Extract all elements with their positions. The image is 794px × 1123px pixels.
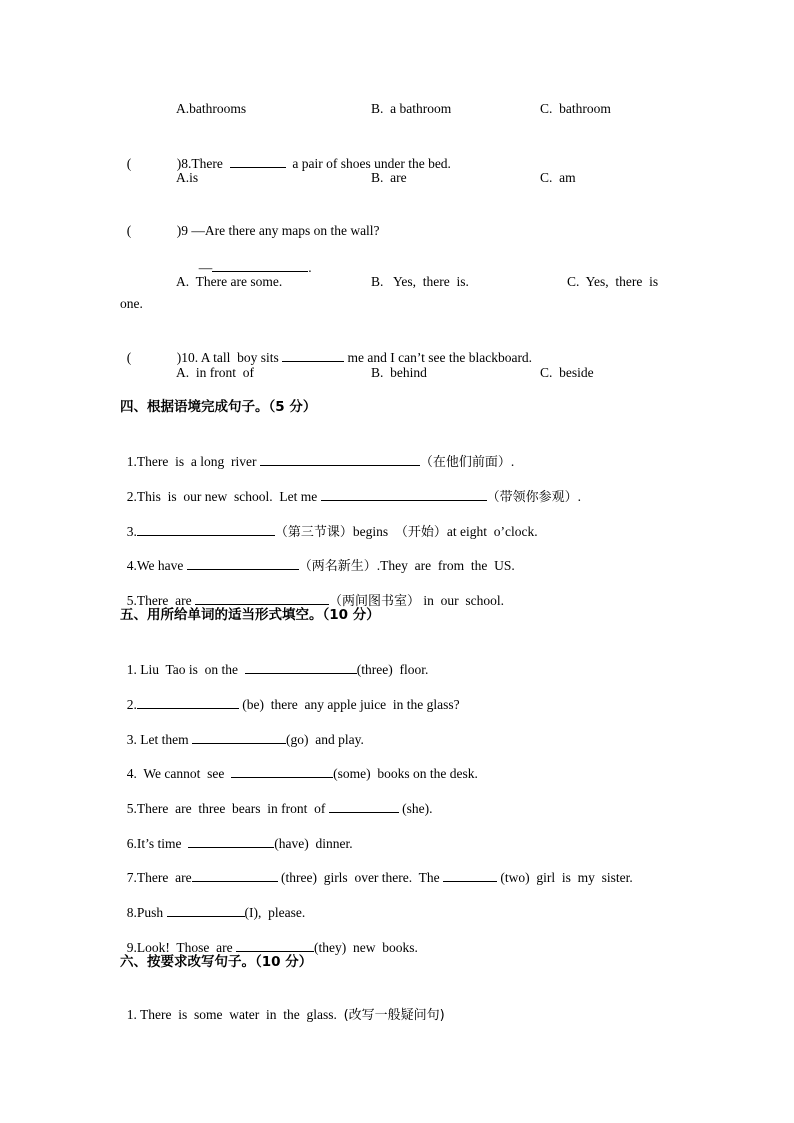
q8-option-b: B. are <box>371 170 407 185</box>
q10-option-c: C. beside <box>540 365 594 380</box>
q8-option-a: A.is <box>176 170 199 185</box>
q10-stem-end: me and I can’t see the blackboard. <box>347 350 533 365</box>
s4-item-5-hint: （两间图书室） <box>328 594 420 609</box>
s4-item-1 <box>120 433 514 472</box>
s5-item-5 <box>120 780 433 818</box>
q10-option-a: A. in front of <box>176 365 254 380</box>
s4-item-2-end: . <box>577 489 581 504</box>
s6-item-1-text: 1. There is some water in the glass. <box>126 1007 337 1022</box>
s5-item-1-end: (three) floor. <box>356 662 429 677</box>
s5-item-9 <box>120 919 418 957</box>
section-4-title: 四、根据语境完成句子。（5 分） <box>120 399 317 415</box>
s5-item-8 <box>120 884 305 922</box>
q8-blank[interactable] <box>230 153 286 168</box>
s4-item-5-end: in our school. <box>423 593 504 608</box>
q7-option-c: C. bathroom <box>540 101 611 116</box>
question-9 <box>120 204 380 240</box>
s5-item-1-text: 1. Liu Tao is on the <box>126 662 239 677</box>
s4-item-4-blank[interactable] <box>187 555 299 570</box>
s4-item-3-blank[interactable] <box>137 521 275 536</box>
s5-item-9-text: 9.Look! Those are <box>126 940 233 955</box>
q9-option-c-continued: one. <box>120 296 143 311</box>
answer-paren: ( <box>126 350 132 365</box>
s5-item-6-end: (have) dinner. <box>274 836 353 851</box>
s5-item-5-text: 5.There are three bears in front of <box>126 801 326 816</box>
s4-item-1-text: 1.There is a long river <box>126 454 257 469</box>
s5-item-2-number: 2. <box>126 697 137 712</box>
answer-paren: ( <box>126 156 132 171</box>
s4-item-5-blank[interactable] <box>195 590 329 605</box>
s4-item-5-text: 5.There are <box>126 593 192 608</box>
q9-dash: — <box>198 260 213 275</box>
s4-item-1-end: . <box>510 454 515 469</box>
q8-stem-end: a pair of shoes under the bed. <box>292 156 451 171</box>
s4-item-2-blank[interactable] <box>321 486 487 501</box>
s4-item-3-hint-2: （开始） <box>394 525 447 540</box>
s5-item-2 <box>120 676 460 714</box>
s5-item-7 <box>120 849 633 887</box>
s5-item-5-end: (she). <box>402 801 433 816</box>
q9-option-a: A. There are some. <box>176 274 283 289</box>
question-10 <box>120 329 532 367</box>
q9-option-b: B. Yes, there is. <box>371 274 469 289</box>
s5-item-4 <box>120 745 478 783</box>
s4-item-3-hint: （第三节课） <box>274 525 353 540</box>
s5-item-7-blank-1[interactable] <box>192 867 278 882</box>
answer-paren: ( <box>126 223 132 238</box>
s4-item-2-hint: （带领你参观） <box>486 490 578 505</box>
q7-option-b: B. a bathroom <box>371 101 452 116</box>
q10-blank[interactable] <box>282 347 344 362</box>
s5-item-4-end: (some) books on the desk. <box>333 766 478 781</box>
s5-item-7-end: (two) girl is my sister. <box>500 870 633 885</box>
q8-option-c: C. am <box>540 170 576 185</box>
q9-stem: )9 —Are there any maps on the wall? <box>176 223 380 238</box>
s4-item-4-text: 4.We have <box>126 558 184 573</box>
s4-item-1-hint: （在他们前面） <box>419 455 511 470</box>
section-5-title: 五、用所给单词的适当形式填空。（10 分） <box>120 607 380 623</box>
s4-item-2 <box>120 468 581 507</box>
s5-item-8-blank[interactable] <box>167 902 245 917</box>
s4-item-3-text: begins <box>352 524 389 539</box>
q7-option-a: A.bathrooms <box>176 101 247 116</box>
s5-item-9-blank[interactable] <box>236 937 314 952</box>
s4-item-4-hint: （两名新生） <box>298 559 377 574</box>
s5-item-7-text: 7.There are <box>126 870 192 885</box>
s5-item-8-text: 8.Push <box>126 905 164 920</box>
q9-answer-line <box>192 239 312 277</box>
q9-period: . <box>308 260 312 275</box>
section-6-title: 六、按要求改写句子。（10 分） <box>120 954 313 970</box>
s5-item-7-blank-2[interactable] <box>443 867 497 882</box>
s5-item-7-middle: (three) girls over there. The <box>280 870 440 885</box>
s4-item-4-end: .They are from the US. <box>376 558 515 573</box>
s4-item-4 <box>120 537 515 576</box>
s5-item-6-text: 6.It’s time <box>126 836 182 851</box>
s5-item-3-blank[interactable] <box>192 729 286 744</box>
s5-item-3-text: 3. Let them <box>126 732 189 747</box>
s6-item-1 <box>120 988 445 1025</box>
s5-item-2-blank[interactable] <box>137 694 239 709</box>
s5-item-5-blank[interactable] <box>329 798 399 813</box>
q9-option-c: C. Yes, there is <box>567 274 659 289</box>
s4-item-1-blank[interactable] <box>260 451 420 466</box>
s5-item-6 <box>120 815 353 853</box>
q10-stem: )10. A tall boy sits <box>176 350 279 365</box>
s4-item-3-number: 3. <box>126 524 137 539</box>
s5-item-8-end: (I), please. <box>244 905 306 920</box>
q8-stem: )8.There <box>176 156 223 171</box>
s5-item-4-blank[interactable] <box>231 763 333 778</box>
question-8 <box>120 135 451 173</box>
s5-item-3 <box>120 711 364 749</box>
s5-item-3-end: (go) and play. <box>285 732 364 747</box>
s5-item-2-end: (be) there any apple juice in the glass? <box>242 697 460 712</box>
s5-item-6-blank[interactable] <box>188 833 274 848</box>
s5-item-4-text: 4. We cannot see <box>126 766 225 781</box>
q10-option-b: B. behind <box>371 365 427 380</box>
s5-item-1 <box>120 641 428 679</box>
s4-item-3-end: at eight o’clock. <box>446 524 538 539</box>
q9-blank[interactable] <box>212 257 308 272</box>
s4-item-2-text: 2.This is our new school. Let me <box>126 489 318 504</box>
s5-item-9-end: (they) new books. <box>313 940 418 955</box>
s5-item-1-blank[interactable] <box>245 659 357 674</box>
s6-item-1-hint: (改写一般疑问句) <box>343 1008 445 1023</box>
